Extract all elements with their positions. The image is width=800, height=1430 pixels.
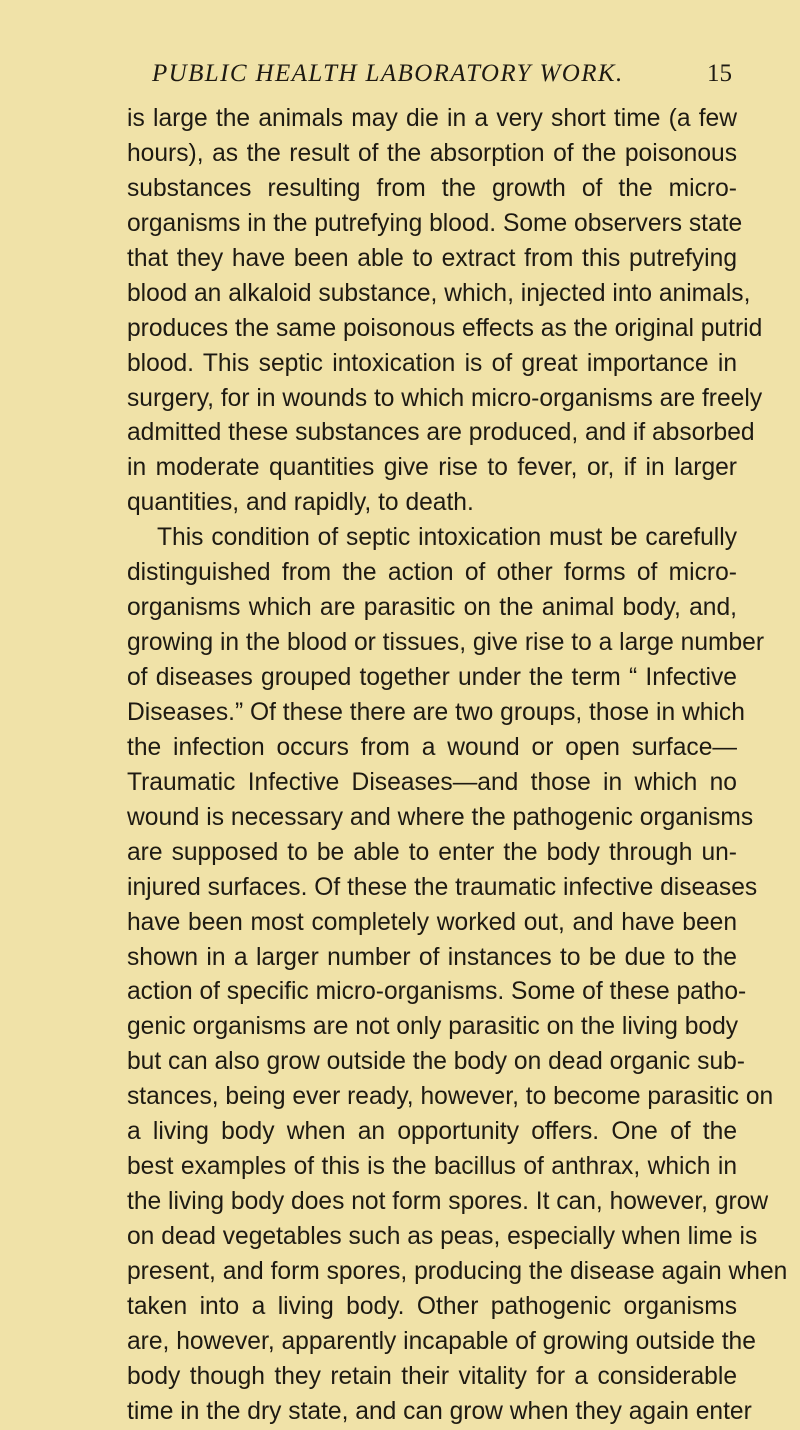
text-line: taken into a living body. Other pathogenic organisms — [127, 1292, 737, 1320]
running-title: PUBLIC HEALTH LABORATORY WORK. — [152, 60, 624, 87]
text-line: have been most completely worked out, and have been — [127, 908, 737, 936]
page-number: 15 — [707, 60, 732, 87]
text-line: time in the dry state, and can grow when they again enter — [127, 1397, 752, 1425]
text-line: surgery, for in wounds to which micro-organisms are freely — [127, 384, 763, 412]
text-line: admitted these substances are produced, and if absorbed — [127, 419, 755, 447]
body-text — [127, 102, 788, 1430]
text-line: blood an alkaloid substance, which, injected into animals, — [127, 279, 751, 307]
text-line: are supposed to be able to enter the body through un- — [127, 838, 737, 866]
text-line: growing in the blood or tissues, give rise to a large number — [127, 629, 765, 657]
text-line: stances, being ever ready, however, to become parasitic on — [127, 1083, 774, 1111]
text-line: present, and form spores, producing the disease again when — [127, 1257, 788, 1285]
text-line: on dead vegetables such as peas, especially when lime is — [127, 1223, 758, 1250]
text-line: in moderate quantities give rise to fever, or, if in larger — [127, 454, 737, 482]
text-line: Diseases.” Of these there are two groups, those in which — [127, 698, 745, 726]
text-line: Traumatic Infective Diseases—and those in which no — [127, 768, 737, 796]
text-line: wound is necessary and where the pathogenic organisms — [127, 803, 754, 831]
text-line: action of specific micro-organisms. Some of these patho- — [127, 978, 747, 1006]
text-line: body though they retain their vitality for a considerable — [127, 1362, 737, 1390]
text-line: injured surfaces. Of these the traumatic infective diseases — [127, 873, 758, 901]
text-line: quantities, and rapidly, to death. — [127, 489, 474, 517]
text-line: but can also grow outside the body on dead organic sub- — [127, 1048, 745, 1076]
running-head — [128, 58, 732, 90]
text-line: organisms in the putrefying blood. Some observers state — [127, 209, 743, 237]
text-line: the living body does not form spores. It can, however, grow — [127, 1188, 769, 1216]
text-line: that they have been able to extract from this putrefying — [127, 244, 737, 272]
text-line: genic organisms are not only parasitic on the living body — [127, 1013, 739, 1041]
text-line: are, however, apparently incapable of growing outside the — [127, 1327, 756, 1355]
text-line: hours), as the result of the absorption of the poisonous — [127, 139, 737, 167]
text-line: distinguished from the action of other forms of micro- — [127, 559, 737, 587]
text-line: is large the animals may die in a very short time (a few — [127, 105, 737, 132]
text-line: of diseases grouped together under the term “ Infective — [127, 664, 737, 691]
text-line: shown in a larger number of instances to be due to the — [127, 943, 737, 971]
text-line: blood. This septic intoxication is of great importance in — [127, 349, 737, 377]
text-line: organisms which are parasitic on the animal body, and, — [127, 594, 737, 622]
text-line: substances resulting from the growth of the micro- — [127, 174, 737, 202]
text-line: best examples of this is the bacillus of anthrax, which in — [127, 1153, 737, 1181]
text-line: This condition of septic intoxication must be carefully — [157, 524, 737, 552]
text-line: the infection occurs from a wound or open surface— — [127, 733, 737, 761]
text-line: a living body when an opportunity offers. One of the — [127, 1118, 737, 1146]
text-line: produces the same poisonous effects as the original putrid — [127, 314, 763, 342]
